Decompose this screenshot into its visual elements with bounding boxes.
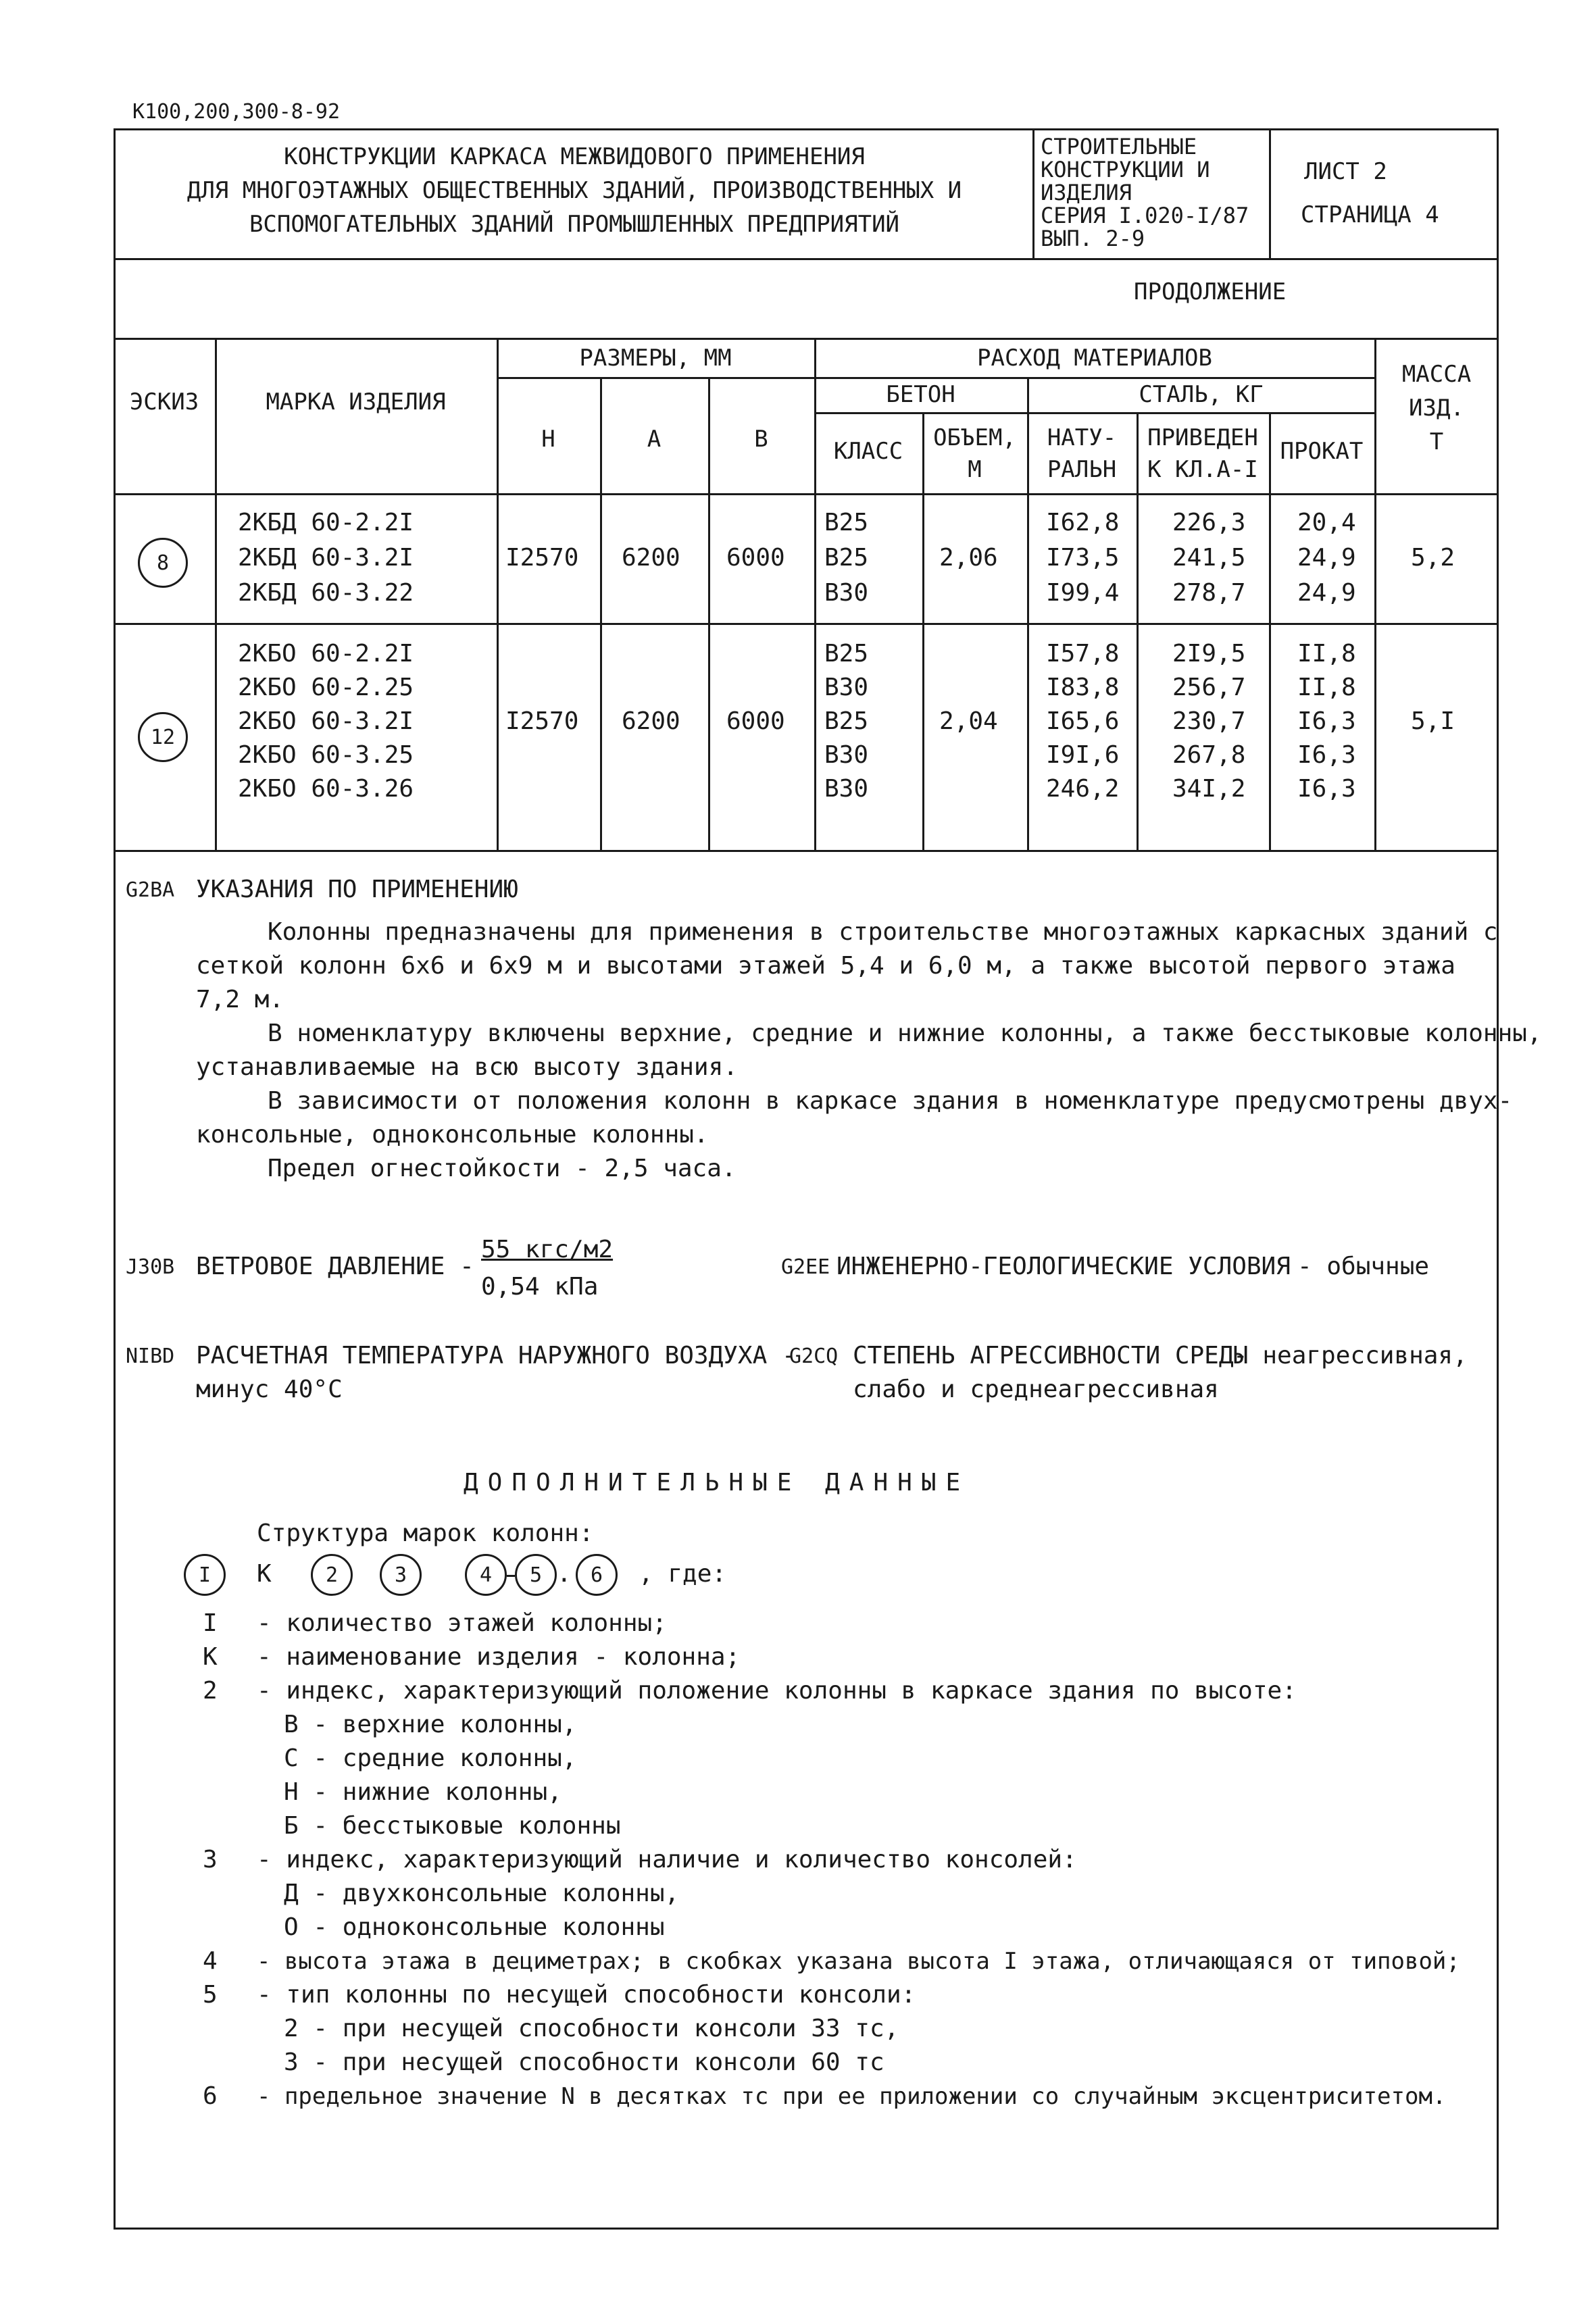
temperature-value: минус 40°С bbox=[196, 1376, 343, 1403]
col-sketch-header: ЭСКИЗ bbox=[129, 388, 199, 416]
h-cell: I2570 bbox=[505, 707, 579, 735]
formula-circle-2: 2 bbox=[311, 1554, 353, 1596]
reduced-cell: 34I,2 bbox=[1172, 775, 1246, 803]
sketch-number-8: 8 bbox=[138, 538, 188, 588]
wind-value-kgs: 55 кгс/м2 bbox=[481, 1236, 614, 1263]
geology-value: - обычные bbox=[1297, 1253, 1430, 1280]
formula-circle-6: 6 bbox=[576, 1554, 618, 1596]
additional-data-title: ДОПОЛНИТЕЛЬНЫЕ ДАННЫЕ bbox=[464, 1469, 970, 1496]
series-line-4: СЕРИЯ I.020-I/87 bbox=[1041, 203, 1249, 228]
col-mass-header-3: Т bbox=[1429, 428, 1444, 455]
legend-sub: В - верхние колонны, bbox=[284, 1711, 577, 1738]
class-cell: В30 bbox=[824, 579, 869, 607]
rolled-cell: I6,3 bbox=[1297, 741, 1356, 769]
b-cell: 6000 bbox=[726, 707, 785, 735]
aggressive-value-2: слабо и среднеагрессивная bbox=[853, 1376, 1219, 1403]
legend-text: - тип колонны по несущей способности консоли: bbox=[257, 1981, 916, 2009]
rolled-cell: 20,4 bbox=[1297, 509, 1356, 536]
series-line-1: СТРОИТЕЛЬНЫЕ bbox=[1041, 134, 1197, 159]
col-concrete-header: БЕТОН bbox=[886, 381, 955, 408]
usage-line: В номенклатуру включены верхние, средние и нижние колонны, а также бесстыковые колонны, bbox=[268, 1020, 1542, 1047]
class-cell: В30 bbox=[824, 741, 869, 769]
usage-code: G2BA bbox=[126, 878, 175, 902]
col-natural-header-2: РАЛЬН bbox=[1047, 456, 1117, 483]
col-mass-header-2: ИЗД. bbox=[1409, 395, 1464, 422]
temperature-label: РАСЧЕТНАЯ ТЕМПЕРАТУРА НАРУЖНОГО ВОЗДУХА - bbox=[196, 1342, 797, 1369]
legend-sub: О - одноконсольные колонны bbox=[284, 1913, 665, 1941]
class-cell: В30 bbox=[824, 775, 869, 803]
col-b-header: В bbox=[754, 426, 768, 453]
legend-text: - индекс, характеризующий положение колонны в каркасе здания по высоте: bbox=[257, 1677, 1297, 1705]
col-h-header: Н bbox=[541, 426, 555, 453]
col-steel-header: СТАЛЬ, КГ bbox=[1139, 381, 1264, 408]
class-cell: В25 bbox=[824, 509, 869, 536]
usage-line: Колонны предназначены для применения в строительстве многоэтажных каркасных зданий с bbox=[268, 918, 1498, 946]
rolled-cell: II,8 bbox=[1297, 640, 1356, 668]
natural-cell: I57,8 bbox=[1046, 640, 1120, 668]
mass-cell: 5,2 bbox=[1411, 544, 1455, 572]
natural-cell: 246,2 bbox=[1046, 775, 1120, 803]
reduced-cell: 230,7 bbox=[1172, 707, 1246, 735]
legend-sub: 2 - при несущей способности консоли 33 тс, bbox=[284, 2015, 899, 2042]
legend-key: К bbox=[203, 1643, 218, 1671]
reduced-cell: 278,7 bbox=[1172, 579, 1246, 607]
reduced-cell: 226,3 bbox=[1172, 509, 1246, 536]
col-a-header: А bbox=[647, 426, 662, 453]
usage-title: УКАЗАНИЯ ПО ПРИМЕНЕНИЮ bbox=[196, 876, 518, 903]
legend-text: - индекс, характеризующий наличие и количество консолей: bbox=[257, 1846, 1077, 1873]
continuation-label: ПРОДОЛЖЕНИЕ bbox=[1134, 278, 1287, 305]
legend-text: - наименование изделия - колонна; bbox=[257, 1643, 741, 1671]
rolled-cell: I6,3 bbox=[1297, 775, 1356, 803]
aggressive-label: СТЕПЕНЬ АГРЕССИВНОСТИ СРЕДЫ bbox=[853, 1342, 1249, 1369]
legend-text: - предельное значение N в десятках тс при ее приложении со случайным эксцентриситетом. bbox=[257, 2083, 1447, 2110]
col-reduced-header-2: К КЛ.А-I bbox=[1147, 456, 1258, 483]
natural-cell: I9I,6 bbox=[1046, 741, 1120, 769]
geology-code: G2EE bbox=[781, 1255, 830, 1279]
legend-key: 2 bbox=[203, 1677, 218, 1705]
rolled-cell: 24,9 bbox=[1297, 579, 1356, 607]
legend-sub: Н - нижние колонны, bbox=[284, 1778, 562, 1806]
reduced-cell: 241,5 bbox=[1172, 544, 1246, 572]
wind-value-kpa: 0,54 кПа bbox=[481, 1273, 599, 1301]
formula-circle-4: 4 bbox=[465, 1554, 507, 1596]
mark-cell: 2КБД 60-3.2I bbox=[238, 544, 414, 572]
temperature-code: NIBD bbox=[126, 1344, 175, 1368]
usage-line: 7,2 м. bbox=[196, 986, 284, 1013]
natural-cell: I99,4 bbox=[1046, 579, 1120, 607]
col-rolled-header: ПРОКАТ bbox=[1280, 438, 1364, 465]
formula-circle-3: 3 bbox=[380, 1554, 422, 1596]
reduced-cell: 2I9,5 bbox=[1172, 640, 1246, 668]
legend-sub: С - средние колонны, bbox=[284, 1744, 577, 1772]
wind-code: J30B bbox=[126, 1255, 175, 1279]
formula-circle-1: I bbox=[184, 1554, 226, 1596]
col-materials-header: РАСХОД МАТЕРИАЛОВ bbox=[977, 345, 1212, 372]
structure-label: Структура марок колонн: bbox=[257, 1519, 594, 1547]
reduced-cell: 267,8 bbox=[1172, 741, 1246, 769]
col-dims-header: РАЗМЕРЫ, ММ bbox=[579, 345, 732, 372]
usage-line: консольные, одноконсольные колонны. bbox=[196, 1121, 709, 1149]
mark-cell: 2КБД 60-3.22 bbox=[238, 579, 414, 607]
title-line-3: ВСПОМОГАТЕЛЬНЫХ ЗДАНИЙ ПРОМЫШЛЕННЫХ ПРЕДПРИЯТИЙ bbox=[249, 211, 900, 238]
series-line-3: ИЗДЕЛИЯ bbox=[1041, 180, 1132, 205]
col-mark-header: МАРКА ИЗДЕЛИЯ bbox=[266, 388, 446, 416]
usage-line: Предел огнестойкости - 2,5 часа. bbox=[268, 1155, 737, 1182]
usage-line: сеткой колонн 6х6 и 6х9 м и высотами этажей 5,4 и 6,0 м, а также высотой первого этажа bbox=[196, 952, 1455, 980]
mark-cell: 2КБО 60-3.2I bbox=[238, 707, 414, 735]
mark-cell: 2КБО 60-2.2I bbox=[238, 640, 414, 668]
aggressive-value: - неагрессивная, bbox=[1233, 1342, 1468, 1369]
rolled-cell: 24,9 bbox=[1297, 544, 1356, 572]
usage-line: устанавливаемые на всю высоту здания. bbox=[196, 1053, 738, 1081]
legend-text: - высота этажа в дециметрах; в скобках указана высота I этажа, отличающаяся от типовой; bbox=[257, 1948, 1460, 1975]
formula-circle-5: 5 bbox=[515, 1554, 557, 1596]
col-volume-unit: М bbox=[968, 456, 982, 483]
volume-cell: 2,04 bbox=[939, 707, 998, 735]
legend-sub: Б - бесстыковые колонны bbox=[284, 1812, 621, 1840]
col-volume-header: ОБЪЕМ, bbox=[933, 424, 1016, 451]
col-mass-header: МАССА bbox=[1401, 361, 1472, 388]
legend-key: 6 bbox=[203, 2082, 218, 2110]
legend-key: 3 bbox=[203, 1846, 218, 1873]
reduced-cell: 256,7 bbox=[1172, 674, 1246, 701]
col-reduced-header: ПРИВЕДЕН bbox=[1147, 424, 1258, 451]
rolled-cell: I6,3 bbox=[1297, 707, 1356, 735]
legend-key: I bbox=[203, 1609, 218, 1637]
natural-cell: I65,6 bbox=[1046, 707, 1120, 735]
mark-cell: 2КБО 60-3.25 bbox=[238, 741, 414, 769]
legend-sub: Д - двухконсольные колонны, bbox=[284, 1880, 680, 1907]
sketch-number-12: 12 bbox=[138, 712, 188, 762]
legend-key: 4 bbox=[203, 1947, 218, 1975]
mass-cell: 5,I bbox=[1411, 707, 1455, 735]
class-cell: В25 bbox=[824, 640, 869, 668]
geology-label: ИНЖЕНЕРНО-ГЕОЛОГИЧЕСКИЕ УСЛОВИЯ bbox=[837, 1253, 1291, 1280]
natural-cell: I62,8 bbox=[1046, 509, 1120, 536]
title-line-2: ДЛЯ МНОГОЭТАЖНЫХ ОБЩЕСТВЕННЫХ ЗДАНИЙ, ПРОИЗВОДСТВЕННЫХ И bbox=[186, 177, 962, 204]
mark-cell: 2КБД 60-2.2I bbox=[238, 509, 414, 536]
legend-key: 5 bbox=[203, 1981, 218, 2009]
natural-cell: I73,5 bbox=[1046, 544, 1120, 572]
col-natural-header: НАТУ- bbox=[1047, 424, 1117, 451]
b-cell: 6000 bbox=[726, 544, 785, 572]
title-line-1: КОНСТРУКЦИИ КАРКАСА МЕЖВИДОВОГО ПРИМЕНЕНИЯ bbox=[284, 143, 865, 170]
mark-cell: 2КБО 60-3.26 bbox=[238, 775, 414, 803]
wind-label: ВЕТРОВОЕ ДАВЛЕНИЕ - bbox=[196, 1253, 474, 1280]
h-cell: I2570 bbox=[505, 544, 579, 572]
sheet-number: ЛИСТ 2 bbox=[1304, 158, 1387, 185]
class-cell: В25 bbox=[824, 707, 869, 735]
col-class-header: КЛАСС bbox=[833, 438, 903, 465]
a-cell: 6200 bbox=[622, 544, 680, 572]
document-code: К100,200,300-8-92 bbox=[132, 100, 341, 124]
class-cell: В25 bbox=[824, 544, 869, 572]
page-number: СТРАНИЦА 4 bbox=[1301, 201, 1439, 228]
class-cell: В30 bbox=[824, 674, 869, 701]
usage-line: В зависимости от положения колонн в каркасе здания в номенклатуре предусмотрены двух- bbox=[268, 1087, 1513, 1115]
a-cell: 6200 bbox=[622, 707, 680, 735]
formula-tail: , где: bbox=[639, 1560, 727, 1588]
series-line-2: КОНСТРУКЦИИ И bbox=[1041, 157, 1210, 182]
formula-k: К bbox=[257, 1560, 272, 1588]
natural-cell: I83,8 bbox=[1046, 674, 1120, 701]
rolled-cell: II,8 bbox=[1297, 674, 1356, 701]
series-line-5: ВЫП. 2-9 bbox=[1041, 226, 1145, 251]
legend-text: - количество этажей колонны; bbox=[257, 1609, 667, 1637]
mark-cell: 2КБО 60-2.25 bbox=[238, 674, 414, 701]
aggressive-code: G2CQ bbox=[789, 1344, 839, 1368]
volume-cell: 2,06 bbox=[939, 544, 998, 572]
legend-sub: 3 - при несущей способности консоли 60 тс bbox=[284, 2048, 884, 2076]
